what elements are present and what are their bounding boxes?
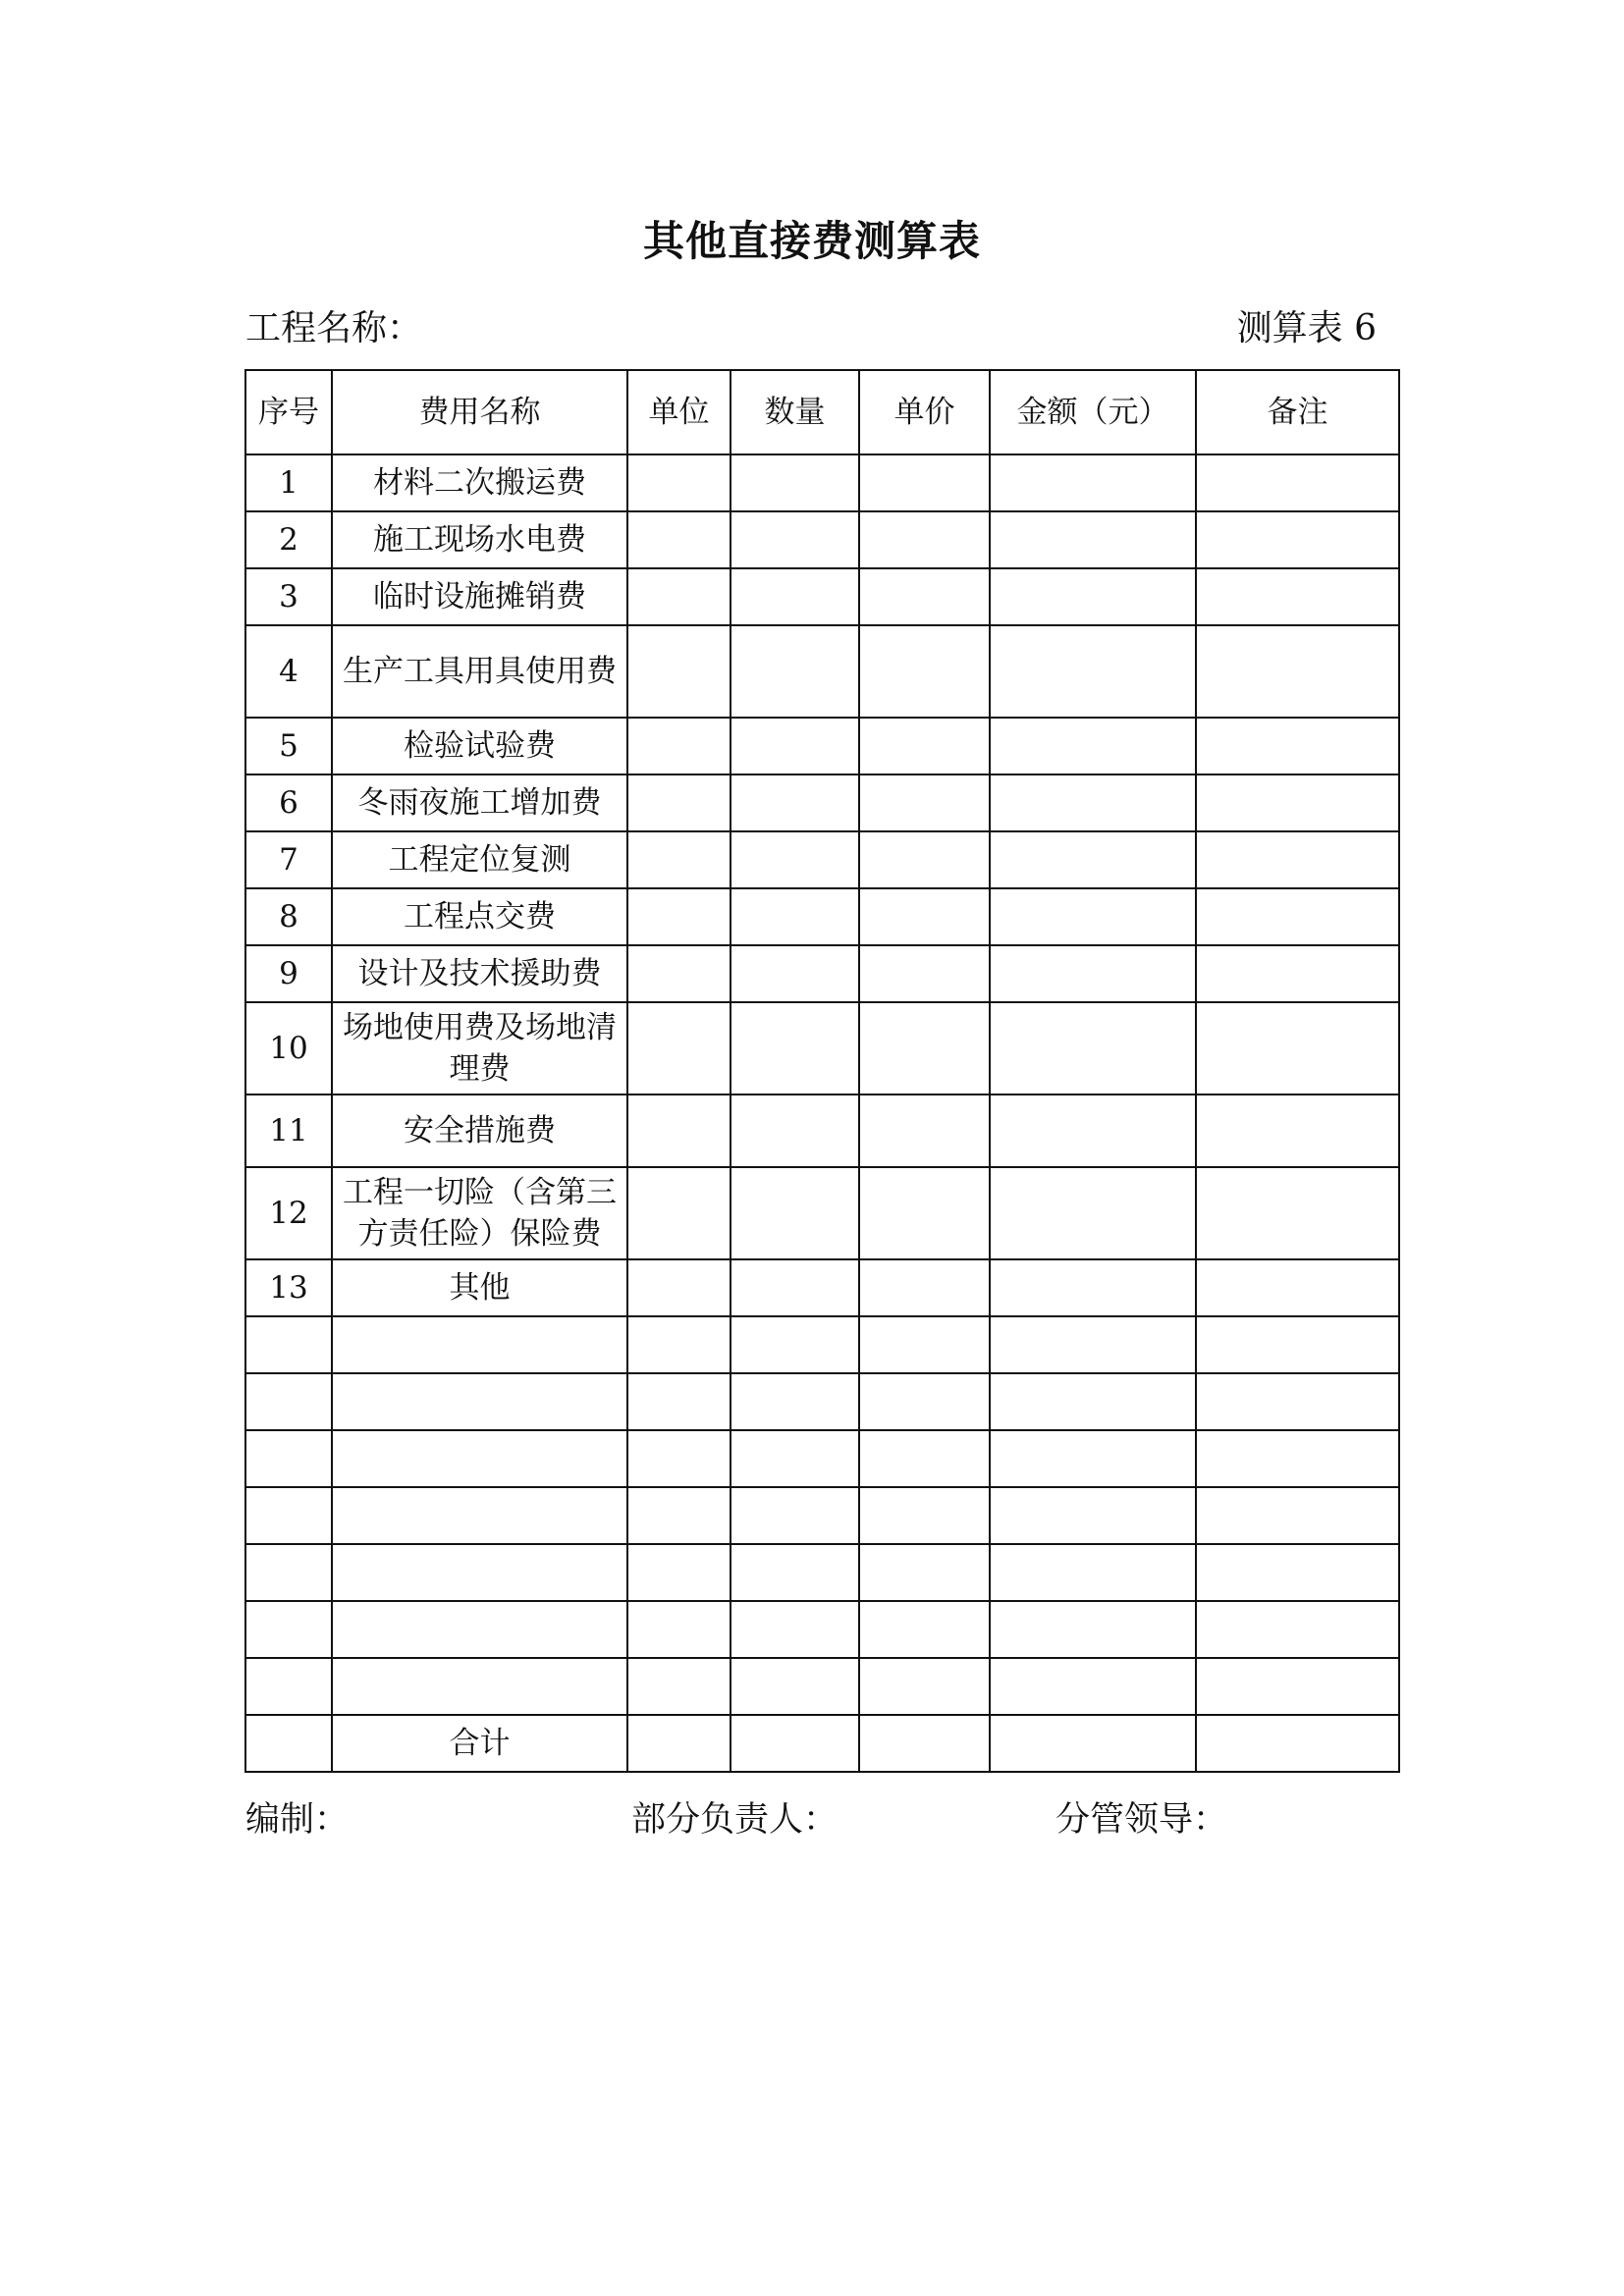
row-number: 1: [245, 454, 332, 511]
remarks-cell: [1196, 1002, 1399, 1095]
row-number: 5: [245, 718, 332, 774]
row-number: 13: [245, 1259, 332, 1316]
unit-cell: [627, 625, 731, 718]
quantity-cell: [731, 1167, 859, 1259]
unit-price-cell: [859, 1167, 990, 1259]
amount-cell: [990, 1095, 1196, 1167]
table-row: [245, 1167, 1399, 1259]
unit-cell: [627, 1002, 731, 1095]
fee-name: 其他: [332, 1259, 627, 1316]
remarks-cell: [1196, 454, 1399, 511]
quantity-cell: [731, 831, 859, 888]
header-cell-remarks: 备注: [1196, 370, 1399, 454]
header-cell-unit: 单位: [627, 370, 731, 454]
unit-price-cell: [859, 945, 990, 1002]
blank-row: [245, 1316, 1399, 1373]
fee-name: 工程一切险（含第三方责任险）保险费: [332, 1167, 627, 1259]
quantity-cell: [731, 568, 859, 625]
row-number: 3: [245, 568, 332, 625]
prepared-by-label: 编制：: [245, 1800, 350, 1840]
fee-name: 冬雨夜施工增加费: [332, 774, 627, 831]
remarks-cell: [1196, 1095, 1399, 1167]
table-header-row: [245, 370, 1399, 454]
blank-row: [245, 1487, 1399, 1544]
amount-cell: [990, 718, 1196, 774]
remarks-cell: [1196, 568, 1399, 625]
quantity-cell: [731, 454, 859, 511]
row-number: 9: [245, 945, 332, 1002]
row-number: 8: [245, 888, 332, 945]
remarks-cell: [1196, 831, 1399, 888]
fee-name: 安全措施费: [332, 1095, 627, 1167]
fee-name: 施工现场水电费: [332, 511, 627, 568]
unit-price-cell: [859, 625, 990, 718]
blank-row: [245, 1373, 1399, 1430]
table-row: [245, 718, 1399, 774]
blank-row: [245, 1658, 1399, 1715]
row-number: 10: [245, 1002, 332, 1095]
amount-cell: [990, 511, 1196, 568]
department-head-label: 部分负责人：: [631, 1800, 839, 1840]
unit-price-cell: [859, 1002, 990, 1095]
quantity-cell: [731, 718, 859, 774]
quantity-cell: [731, 1095, 859, 1167]
project-name-label: 工程名称：: [245, 308, 423, 348]
quantity-cell: [731, 945, 859, 1002]
quantity-cell: [731, 1715, 859, 1772]
unit-price-cell: [859, 1259, 990, 1316]
unit-cell: [627, 945, 731, 1002]
remarks-cell: [1196, 718, 1399, 774]
unit-cell: [627, 1715, 731, 1772]
unit-cell: [627, 1259, 731, 1316]
remarks-cell: [1196, 625, 1399, 718]
total-row: [245, 1715, 1399, 1772]
fee-name: 场地使用费及场地清理费: [332, 1002, 627, 1095]
blank-row: [245, 1601, 1399, 1658]
row-number: 11: [245, 1095, 332, 1167]
remarks-cell: [1196, 888, 1399, 945]
table-row: [245, 1002, 1399, 1095]
amount-cell: [990, 888, 1196, 945]
remarks-cell: [1196, 1259, 1399, 1316]
unit-price-cell: [859, 888, 990, 945]
row-number: 4: [245, 625, 332, 718]
table-row: [245, 1259, 1399, 1316]
table-row: [245, 888, 1399, 945]
table-row: [245, 774, 1399, 831]
unit-cell: [627, 831, 731, 888]
unit-cell: [627, 511, 731, 568]
header-cell-unit-price: 单价: [859, 370, 990, 454]
fee-name: 临时设施摊销费: [332, 568, 627, 625]
table-row: [245, 454, 1399, 511]
quantity-cell: [731, 888, 859, 945]
unit-cell: [627, 718, 731, 774]
supervisor-label: 分管领导：: [1056, 1800, 1228, 1840]
unit-cell: [627, 888, 731, 945]
row-number: 7: [245, 831, 332, 888]
amount-cell: [990, 774, 1196, 831]
amount-cell: [990, 568, 1196, 625]
table-row: [245, 568, 1399, 625]
unit-price-cell: [859, 1715, 990, 1772]
amount-cell: [990, 1259, 1196, 1316]
amount-cell: [990, 625, 1196, 718]
blank-row: [245, 1544, 1399, 1601]
unit-cell: [627, 1095, 731, 1167]
quantity-cell: [731, 511, 859, 568]
unit-price-cell: [859, 568, 990, 625]
page-title: 其他直接费测算表: [642, 217, 981, 265]
remarks-cell: [1196, 1715, 1399, 1772]
blank-row: [245, 1430, 1399, 1487]
unit-price-cell: [859, 774, 990, 831]
amount-cell: [990, 1002, 1196, 1095]
fee-name: 工程定位复测: [332, 831, 627, 888]
unit-price-cell: [859, 511, 990, 568]
quantity-cell: [731, 774, 859, 831]
amount-cell: [990, 454, 1196, 511]
amount-cell: [990, 831, 1196, 888]
header-cell-name: 费用名称: [332, 370, 627, 454]
fee-name: 生产工具用具使用费: [332, 625, 627, 718]
unit-cell: [627, 1167, 731, 1259]
cost-table: [244, 369, 1400, 1773]
table-row: [245, 1095, 1399, 1167]
remarks-cell: [1196, 1167, 1399, 1259]
table-row: [245, 831, 1399, 888]
unit-price-cell: [859, 718, 990, 774]
table-row: [245, 945, 1399, 1002]
total-label: 合计: [332, 1715, 627, 1772]
unit-price-cell: [859, 454, 990, 511]
fee-name: 设计及技术援助费: [332, 945, 627, 1002]
unit-price-cell: [859, 831, 990, 888]
quantity-cell: [731, 1259, 859, 1316]
remarks-cell: [1196, 511, 1399, 568]
fee-name: 检验试验费: [332, 718, 627, 774]
total-number-cell: [245, 1715, 332, 1772]
remarks-cell: [1196, 945, 1399, 1002]
header-cell-quantity: 数量: [731, 370, 859, 454]
table-row: [245, 511, 1399, 568]
row-number: 2: [245, 511, 332, 568]
unit-cell: [627, 568, 731, 625]
fee-name: 材料二次搬运费: [332, 454, 627, 511]
row-number: 6: [245, 774, 332, 831]
header-cell-amount: 金额（元）: [990, 370, 1196, 454]
quantity-cell: [731, 625, 859, 718]
unit-cell: [627, 774, 731, 831]
amount-cell: [990, 1167, 1196, 1259]
table-row: [245, 625, 1399, 718]
unit-cell: [627, 454, 731, 511]
remarks-cell: [1196, 774, 1399, 831]
amount-cell: [990, 945, 1196, 1002]
total-amount-cell: [990, 1715, 1196, 1772]
unit-price-cell: [859, 1095, 990, 1167]
row-number: 12: [245, 1167, 332, 1259]
sheet-number: 测算表 6: [1236, 308, 1377, 348]
fee-name: 工程点交费: [332, 888, 627, 945]
header-cell-no: 序号: [245, 370, 332, 454]
quantity-cell: [731, 1002, 859, 1095]
